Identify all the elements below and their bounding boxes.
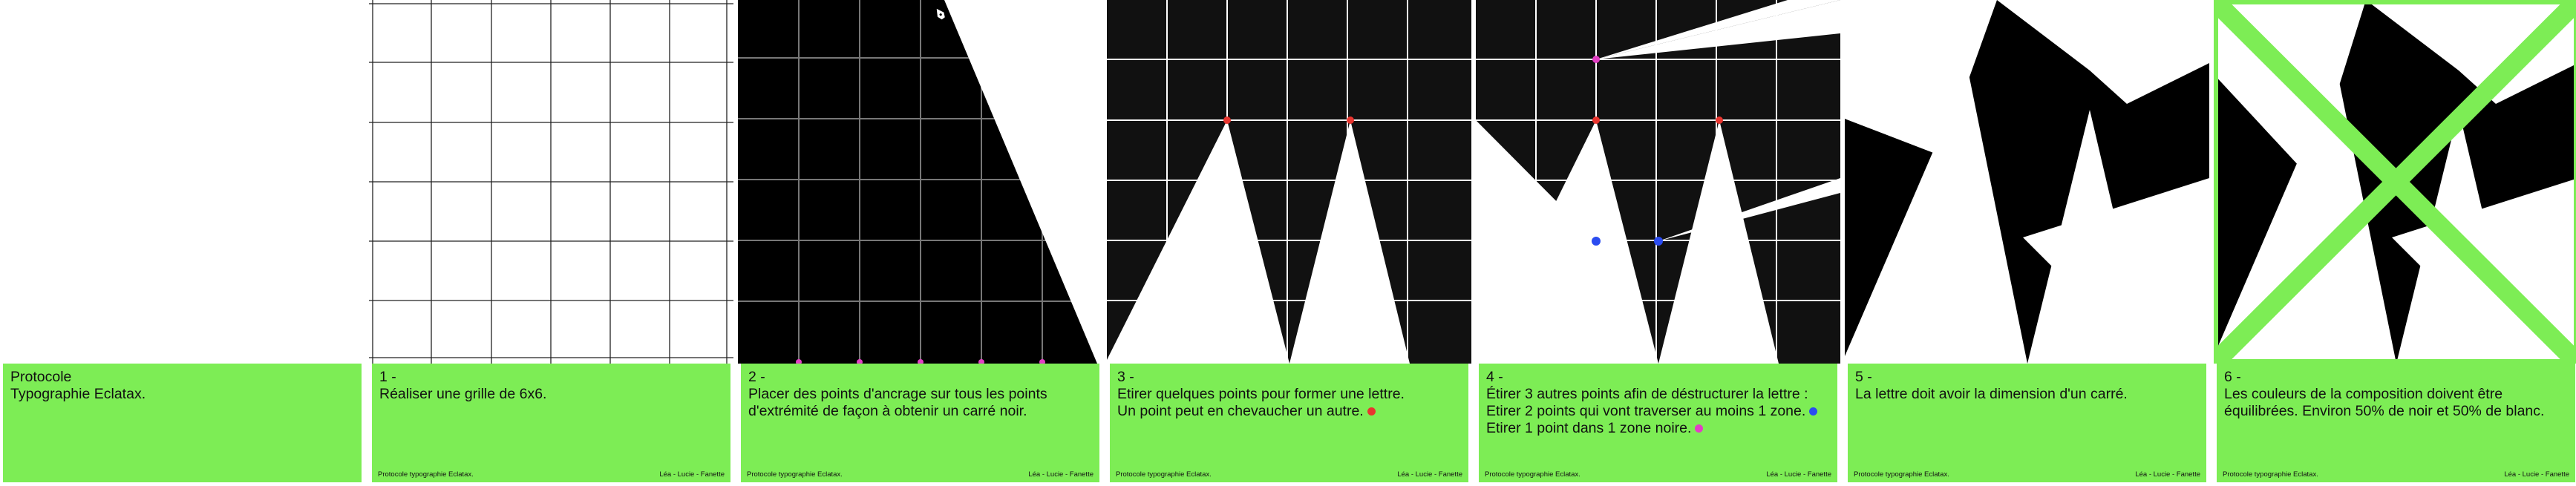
caption-line: Les couleurs de la composition doivent être — [2224, 386, 2503, 402]
caption-line: Un point peut en chevaucher un autre. — [1117, 403, 1461, 420]
grid-illustration — [369, 0, 733, 364]
footer-protocol: Protocole typographie Eclatax. — [747, 470, 843, 479]
panel-step-2 — [738, 0, 1102, 486]
footer-protocol: Protocole typographie Eclatax. — [1116, 470, 1212, 479]
footer-authors: Léa - Lucie - Fanette — [659, 470, 725, 479]
caption-line: Typographie Eclatax. — [10, 386, 146, 402]
caption-line: 2 - — [748, 369, 765, 385]
caption-line: 4 - — [1486, 369, 1503, 385]
caption-line: Etirer 1 point dans 1 zone noire. — [1486, 420, 1830, 437]
caption-line: Etirer 2 points qui vont traverser au moins 1 zone. — [1486, 403, 1830, 420]
caption-card — [3, 364, 362, 482]
letter-shape-illustration — [1107, 0, 1471, 364]
caption-line: d'extrémité de façon à obtenir un carré noir. — [748, 403, 1027, 419]
caption-line: Etirer quelques points pour former une lettre. — [1117, 386, 1405, 402]
panel-step-4 — [1476, 0, 1840, 486]
footer-protocol: Protocole typographie Eclatax. — [1485, 470, 1580, 479]
caption-card — [1110, 364, 1468, 482]
caption-line: 5 - — [1855, 369, 1872, 385]
panel-step-6 — [2214, 0, 2576, 486]
caption-text — [379, 369, 723, 403]
footer-authors: Léa - Lucie - Fanette — [2504, 470, 2569, 479]
caption-card — [741, 364, 1099, 482]
footer-authors: Léa - Lucie - Fanette — [2135, 470, 2200, 479]
caption-line: 6 - — [2224, 369, 2241, 385]
panel-step-3 — [1107, 0, 1471, 486]
caption-text — [2224, 369, 2568, 420]
caption-card — [1479, 364, 1837, 482]
blue-dot-icon — [1809, 407, 1817, 416]
red-dot-icon — [1367, 407, 1376, 416]
footer-authors: Léa - Lucie - Fanette — [1397, 470, 1462, 479]
pink-dot-icon — [1695, 424, 1703, 433]
caption-line: 1 - — [379, 369, 396, 385]
caption-line: 3 - — [1117, 369, 1134, 385]
caption-card — [372, 364, 730, 482]
caption-text — [10, 369, 354, 403]
destructured-letter-illustration — [1476, 0, 1840, 364]
caption-line: Protocole — [10, 369, 72, 385]
caption-line: La lettre doit avoir la dimension d'un carré. — [1855, 386, 2128, 402]
caption-line: Étirer 3 autres points afin de déstructurer la lettre : — [1486, 386, 1808, 402]
caption-card — [2217, 364, 2575, 482]
caption-line: Réaliser une grille de 6x6. — [379, 386, 547, 402]
panel-step-1 — [369, 0, 733, 486]
caption-text — [748, 369, 1092, 420]
panel-intro — [0, 0, 365, 486]
final-composition-illustration — [2214, 0, 2576, 364]
caption-line: équilibrées. Environ 50% de noir et 50% de blanc. — [2224, 403, 2545, 419]
footer-authors: Léa - Lucie - Fanette — [1766, 470, 1831, 479]
footer-protocol: Protocole typographie Eclatax. — [378, 470, 474, 479]
caption-text — [1117, 369, 1461, 420]
caption-card — [1848, 364, 2206, 482]
caption-line: Placer des points d'ancrage sur tous les points — [748, 386, 1047, 402]
footer-protocol: Protocole typographie Eclatax. — [2223, 470, 2318, 479]
caption-text — [1486, 369, 1830, 437]
black-square-illustration — [738, 0, 1102, 364]
caption-text — [1855, 369, 2199, 403]
footer-authors: Léa - Lucie - Fanette — [1028, 470, 1094, 479]
footer-protocol: Protocole typographie Eclatax. — [1854, 470, 1949, 479]
square-letter-illustration — [1845, 0, 2209, 364]
panel-step-5 — [1845, 0, 2209, 486]
